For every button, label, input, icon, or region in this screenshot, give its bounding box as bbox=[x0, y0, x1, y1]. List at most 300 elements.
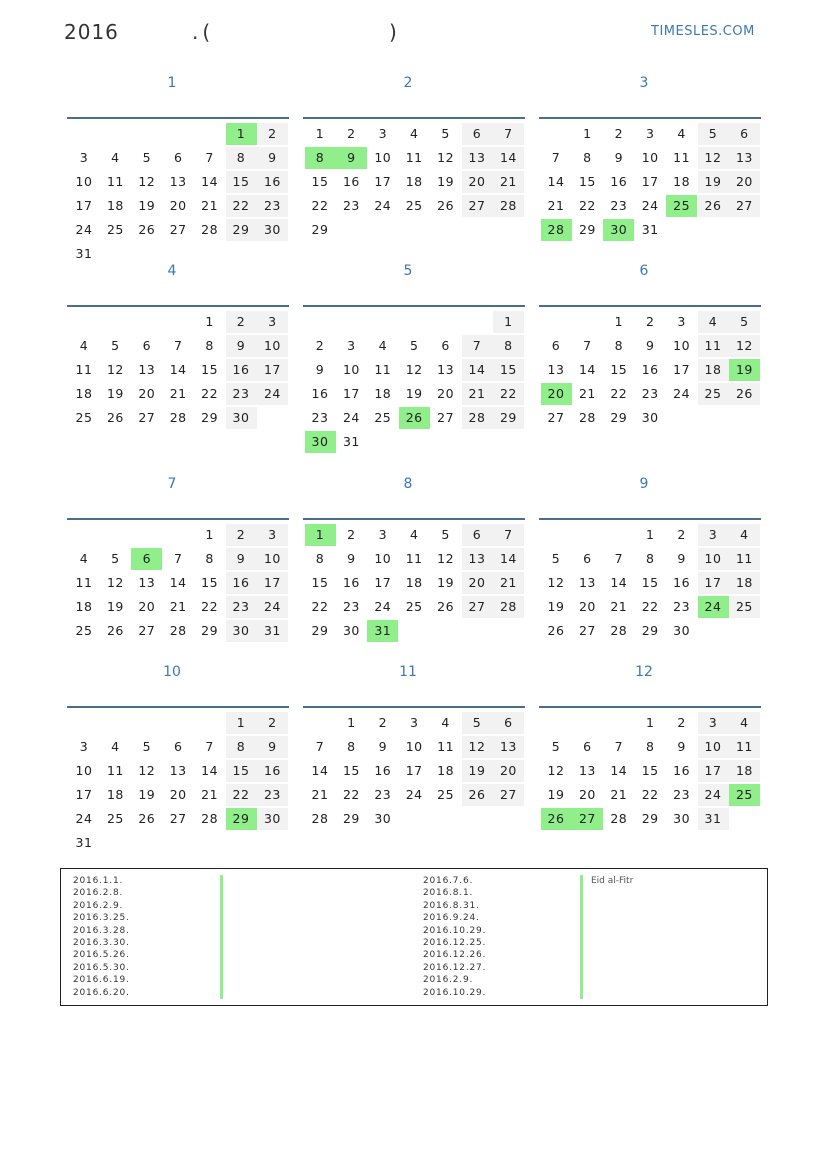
title-separator: .( bbox=[192, 20, 215, 44]
calendar-day: 30 bbox=[374, 811, 392, 826]
calendar-day: 3 bbox=[645, 126, 655, 141]
month-rule bbox=[539, 305, 761, 307]
brand-link[interactable]: TIMESLES.COM bbox=[651, 24, 755, 39]
calendar-day: 2 bbox=[677, 715, 686, 730]
calendar-day: 18 bbox=[75, 599, 93, 614]
calendar-day: 12 bbox=[405, 362, 423, 377]
calendar-day: 19 bbox=[462, 760, 493, 782]
calendar-day: 2 bbox=[315, 338, 325, 353]
calendar-day: 22 bbox=[342, 787, 360, 802]
calendar-day: 8 bbox=[205, 338, 214, 353]
calendar-day: 18 bbox=[405, 174, 423, 189]
calendar-day: 14 bbox=[201, 174, 219, 189]
calendar-day: 19 bbox=[106, 386, 124, 401]
calendar-day: 23 bbox=[342, 599, 360, 614]
calendar-day: 23 bbox=[226, 383, 257, 405]
calendar-day: 28 bbox=[169, 410, 187, 425]
calendar-day: 13 bbox=[138, 575, 156, 590]
calendar-day: 1 bbox=[205, 527, 214, 542]
calendar-day: 21 bbox=[610, 787, 628, 802]
calendar-day: 28 bbox=[201, 811, 219, 826]
calendar-day: 8 bbox=[645, 551, 655, 566]
calendar-day: 3 bbox=[698, 712, 729, 734]
calendar-day: 18 bbox=[673, 174, 691, 189]
calendar-day: 10 bbox=[257, 335, 288, 357]
calendar-day: 21 bbox=[547, 198, 565, 213]
calendar-day: 16 bbox=[257, 171, 288, 193]
calendar-day: 24 bbox=[257, 596, 288, 618]
calendar-day: 26 bbox=[138, 811, 156, 826]
holiday-date: 2016.8.31. bbox=[423, 900, 480, 911]
calendar-day: 21 bbox=[578, 386, 596, 401]
calendar-day: 16 bbox=[226, 572, 257, 594]
calendar-day: 7 bbox=[173, 338, 183, 353]
calendar-day: 18 bbox=[729, 760, 760, 782]
calendar-day: 15 bbox=[493, 359, 524, 381]
calendar-day: 15 bbox=[226, 171, 257, 193]
calendar-day: 24 bbox=[75, 811, 93, 826]
calendar-day: 12 bbox=[138, 763, 156, 778]
month-title: 6 bbox=[639, 263, 649, 279]
month-title: 8 bbox=[403, 476, 413, 492]
holiday-date: 2016.3.25. bbox=[73, 913, 130, 924]
calendar-day: 6 bbox=[583, 739, 592, 754]
calendar-day: 16 bbox=[342, 174, 360, 189]
calendar-day: 21 bbox=[493, 572, 524, 594]
calendar-day: 30 bbox=[641, 410, 659, 425]
calendar-day: 1 bbox=[645, 527, 655, 542]
calendar-day: 15 bbox=[641, 763, 659, 778]
calendar-day: 12 bbox=[138, 174, 156, 189]
calendar-day: 13 bbox=[493, 736, 524, 758]
holiday-date: 2016.3.30. bbox=[73, 938, 130, 949]
calendar-day: 3 bbox=[347, 338, 356, 353]
calendar-day: 25 bbox=[437, 787, 455, 802]
holiday-date: 2016.10.29. bbox=[423, 987, 487, 998]
calendar-day: 17 bbox=[257, 359, 288, 381]
calendar-day: 31 bbox=[75, 835, 93, 850]
calendar-day: 12 bbox=[729, 335, 760, 357]
calendar-day: 29 bbox=[578, 222, 596, 237]
holiday-date: 2016.5.26. bbox=[73, 950, 130, 961]
calendar-day: 21 bbox=[201, 787, 219, 802]
calendar-day: 27 bbox=[493, 784, 524, 806]
calendar-day: 11 bbox=[698, 335, 729, 357]
calendar-day: 24 bbox=[698, 784, 729, 806]
holiday-day: 30 bbox=[603, 219, 634, 241]
calendar-day: 20 bbox=[169, 787, 187, 802]
calendar-day: 6 bbox=[142, 338, 152, 353]
calendar-day: 20 bbox=[578, 599, 596, 614]
calendar-day: 31 bbox=[641, 222, 659, 237]
calendar-day: 21 bbox=[201, 198, 219, 213]
calendar-day: 27 bbox=[462, 596, 493, 618]
calendar-day: 1 bbox=[347, 715, 356, 730]
calendar-day: 9 bbox=[257, 147, 288, 169]
calendar-day: 15 bbox=[311, 575, 329, 590]
calendar-day: 25 bbox=[106, 222, 124, 237]
calendar-day: 25 bbox=[698, 383, 729, 405]
calendar-day: 9 bbox=[677, 551, 686, 566]
calendar-day: 29 bbox=[641, 623, 659, 638]
calendar-day: 14 bbox=[610, 575, 628, 590]
calendar-day: 26 bbox=[106, 410, 124, 425]
calendar-day: 22 bbox=[610, 386, 628, 401]
calendar-day: 16 bbox=[374, 763, 392, 778]
calendar-day: 17 bbox=[374, 575, 392, 590]
month-title: 12 bbox=[635, 664, 653, 680]
calendar-day: 13 bbox=[169, 763, 187, 778]
holiday-day: 29 bbox=[226, 808, 257, 830]
calendar-day: 23 bbox=[610, 198, 628, 213]
calendar-day: 18 bbox=[106, 787, 124, 802]
calendar-day: 5 bbox=[698, 123, 729, 145]
calendar-day: 5 bbox=[441, 126, 450, 141]
calendar-day: 26 bbox=[437, 198, 455, 213]
holiday-color-bar-right bbox=[580, 875, 583, 999]
calendar-day: 1 bbox=[614, 314, 624, 329]
calendar-day: 9 bbox=[677, 739, 686, 754]
calendar-day: 12 bbox=[437, 551, 455, 566]
month-rule bbox=[67, 518, 289, 520]
calendar-day: 27 bbox=[138, 623, 156, 638]
calendar-day: 24 bbox=[405, 787, 423, 802]
calendar-day: 14 bbox=[169, 575, 187, 590]
calendar-day: 7 bbox=[205, 739, 214, 754]
calendar-day: 27 bbox=[169, 811, 187, 826]
calendar-day: 11 bbox=[729, 736, 760, 758]
holiday-date: 2016.6.19. bbox=[73, 975, 130, 986]
calendar-day: 15 bbox=[610, 362, 628, 377]
calendar-day: 9 bbox=[347, 551, 356, 566]
holiday-dates-left bbox=[73, 875, 130, 999]
calendar-day: 28 bbox=[578, 410, 596, 425]
calendar-day: 2 bbox=[226, 524, 257, 546]
month-rule bbox=[67, 706, 289, 708]
calendar-day: 8 bbox=[493, 335, 524, 357]
calendar-day: 8 bbox=[315, 551, 325, 566]
calendar-day: 9 bbox=[315, 362, 325, 377]
calendar-day: 11 bbox=[106, 174, 124, 189]
calendar-day: 22 bbox=[201, 386, 219, 401]
calendar-day: 6 bbox=[441, 338, 450, 353]
holiday-day: 26 bbox=[399, 407, 430, 429]
calendar-day: 20 bbox=[729, 171, 760, 193]
calendar-day: 17 bbox=[673, 362, 691, 377]
calendar-day: 24 bbox=[374, 599, 392, 614]
calendar-day: 26 bbox=[547, 623, 565, 638]
title-close-paren: ) bbox=[389, 20, 397, 44]
calendar-day: 28 bbox=[311, 811, 329, 826]
calendar-day: 23 bbox=[257, 195, 288, 217]
calendar-day: 25 bbox=[405, 599, 423, 614]
calendar-day: 28 bbox=[201, 222, 219, 237]
calendar-day: 22 bbox=[578, 198, 596, 213]
calendar-day: 11 bbox=[374, 362, 392, 377]
calendar-day: 20 bbox=[462, 171, 493, 193]
calendar-day: 23 bbox=[342, 198, 360, 213]
calendar-day: 28 bbox=[610, 811, 628, 826]
calendar-day: 5 bbox=[142, 150, 152, 165]
calendar-day: 11 bbox=[75, 362, 93, 377]
calendar-day: 7 bbox=[462, 335, 493, 357]
calendar-day: 9 bbox=[257, 736, 288, 758]
calendar-day: 16 bbox=[610, 174, 628, 189]
month-rule bbox=[539, 518, 761, 520]
calendar-day: 4 bbox=[698, 311, 729, 333]
calendar-day: 17 bbox=[342, 386, 360, 401]
calendar-day: 6 bbox=[493, 712, 524, 734]
calendar-day: 14 bbox=[169, 362, 187, 377]
calendar-day: 12 bbox=[547, 763, 565, 778]
calendar-day: 13 bbox=[578, 763, 596, 778]
calendar-day: 15 bbox=[226, 760, 257, 782]
holiday-color-bar-left bbox=[220, 875, 223, 999]
calendar-day: 3 bbox=[378, 126, 388, 141]
calendar-day: 6 bbox=[173, 739, 183, 754]
calendar-day: 7 bbox=[205, 150, 214, 165]
calendar-day: 23 bbox=[673, 599, 691, 614]
calendar-day: 11 bbox=[75, 575, 93, 590]
month-title: 11 bbox=[399, 664, 417, 680]
calendar-day: 6 bbox=[462, 524, 493, 546]
calendar-day: 7 bbox=[493, 524, 524, 546]
holiday-date: 2016.7.6. bbox=[423, 876, 474, 886]
calendar-day: 10 bbox=[673, 338, 691, 353]
holiday-day: 9 bbox=[336, 147, 367, 169]
calendar-day: 9 bbox=[378, 739, 388, 754]
holiday-day: 30 bbox=[305, 431, 336, 453]
holiday-date: 2016.10.29. bbox=[423, 925, 487, 936]
calendar-day: 20 bbox=[578, 787, 596, 802]
calendar-day: 30 bbox=[673, 811, 691, 826]
calendar-day: 15 bbox=[342, 763, 360, 778]
calendar-day: 12 bbox=[547, 575, 565, 590]
calendar-day: 10 bbox=[75, 763, 93, 778]
calendar-day: 27 bbox=[138, 410, 156, 425]
calendar-day: 19 bbox=[547, 599, 565, 614]
calendar-day: 5 bbox=[462, 712, 493, 734]
calendar-day: 27 bbox=[437, 410, 455, 425]
calendar-day: 19 bbox=[138, 198, 156, 213]
holiday-day: 8 bbox=[305, 147, 336, 169]
calendar-day: 18 bbox=[106, 198, 124, 213]
calendar-day: 16 bbox=[673, 763, 691, 778]
calendar-day: 29 bbox=[201, 623, 219, 638]
calendar-day: 30 bbox=[257, 219, 288, 241]
calendar-day: 5 bbox=[441, 527, 450, 542]
calendar-day: 27 bbox=[578, 623, 596, 638]
calendar-day: 8 bbox=[645, 739, 655, 754]
calendar-day: 13 bbox=[169, 174, 187, 189]
calendar-day: 30 bbox=[226, 620, 257, 642]
calendar-day: 4 bbox=[111, 739, 120, 754]
calendar-day: 31 bbox=[75, 246, 93, 261]
calendar-day: 22 bbox=[226, 195, 257, 217]
month-rule bbox=[67, 117, 289, 119]
month-title: 10 bbox=[163, 664, 181, 680]
calendar-day: 20 bbox=[138, 386, 156, 401]
holiday-date: 2016.2.9. bbox=[73, 900, 124, 911]
calendar-day: 31 bbox=[698, 808, 729, 830]
calendar-day: 27 bbox=[462, 195, 493, 217]
calendar-day: 23 bbox=[311, 410, 329, 425]
calendar-day: 25 bbox=[75, 410, 93, 425]
calendar-day: 30 bbox=[673, 623, 691, 638]
calendar-day: 4 bbox=[378, 338, 388, 353]
calendar-day: 29 bbox=[311, 222, 329, 237]
calendar-day: 12 bbox=[462, 736, 493, 758]
calendar-day: 13 bbox=[138, 362, 156, 377]
calendar-day: 15 bbox=[201, 575, 219, 590]
calendar-day: 2 bbox=[226, 311, 257, 333]
month-rule bbox=[539, 706, 761, 708]
calendar-day: 31 bbox=[257, 620, 288, 642]
calendar-day: 15 bbox=[641, 575, 659, 590]
calendar-day: 23 bbox=[257, 784, 288, 806]
calendar-day: 30 bbox=[342, 623, 360, 638]
holiday-day: 25 bbox=[729, 784, 760, 806]
calendar-day: 23 bbox=[641, 386, 659, 401]
holiday-day: 26 bbox=[541, 808, 572, 830]
calendar-day: 10 bbox=[374, 551, 392, 566]
calendar-day: 22 bbox=[641, 787, 659, 802]
calendar-day: 13 bbox=[578, 575, 596, 590]
calendar-day: 27 bbox=[729, 195, 760, 217]
calendar-day: 3 bbox=[677, 314, 686, 329]
calendar-day: 24 bbox=[75, 222, 93, 237]
calendar-day: 22 bbox=[226, 784, 257, 806]
month-rule bbox=[303, 305, 525, 307]
calendar-day: 20 bbox=[138, 599, 156, 614]
calendar-day: 11 bbox=[405, 551, 423, 566]
calendar-day: 28 bbox=[462, 407, 493, 429]
calendar-day: 4 bbox=[409, 527, 419, 542]
calendar-day: 12 bbox=[106, 575, 124, 590]
calendar-day: 28 bbox=[610, 623, 628, 638]
holiday-date: 2016.6.20. bbox=[73, 987, 130, 998]
calendar-day: 7 bbox=[614, 551, 624, 566]
calendar-day: 13 bbox=[462, 548, 493, 570]
calendar-day: 2 bbox=[257, 123, 288, 145]
calendar-day: 21 bbox=[610, 599, 628, 614]
calendar-day: 13 bbox=[547, 362, 565, 377]
calendar-day: 14 bbox=[493, 147, 524, 169]
calendar-day: 1 bbox=[583, 126, 592, 141]
calendar-day: 11 bbox=[729, 548, 760, 570]
calendar-day: 18 bbox=[374, 386, 392, 401]
calendar-day: 20 bbox=[493, 760, 524, 782]
calendar-day: 19 bbox=[437, 174, 455, 189]
calendar-day: 12 bbox=[106, 362, 124, 377]
calendar-day: 5 bbox=[142, 739, 152, 754]
calendar-day: 2 bbox=[677, 527, 686, 542]
calendar-day: 14 bbox=[493, 548, 524, 570]
calendar-day: 29 bbox=[610, 410, 628, 425]
holiday-day: 19 bbox=[729, 359, 760, 381]
calendar-day: 10 bbox=[374, 150, 392, 165]
calendar-day: 25 bbox=[729, 596, 760, 618]
calendar-day: 7 bbox=[173, 551, 183, 566]
calendar-day: 21 bbox=[462, 383, 493, 405]
calendar-day: 6 bbox=[551, 338, 561, 353]
calendar-day: 11 bbox=[673, 150, 691, 165]
calendar-day: 2 bbox=[347, 527, 356, 542]
holiday-date: 2016.9.24. bbox=[423, 913, 480, 924]
calendar-day: 2 bbox=[614, 126, 624, 141]
calendar-day: 10 bbox=[75, 174, 93, 189]
calendar-day: 8 bbox=[226, 736, 257, 758]
calendar-day: 4 bbox=[111, 150, 120, 165]
calendar-day: 10 bbox=[342, 362, 360, 377]
calendar-day: 22 bbox=[641, 599, 659, 614]
calendar-day: 11 bbox=[106, 763, 124, 778]
holiday-date: 2016.1.1. bbox=[73, 876, 124, 886]
calendar-day: 1 bbox=[315, 126, 325, 141]
calendar-day: 16 bbox=[641, 362, 659, 377]
calendar-day: 27 bbox=[169, 222, 187, 237]
holiday-date: 2016.2.9. bbox=[423, 975, 474, 986]
calendar-day: 21 bbox=[169, 386, 187, 401]
calendar-day: 4 bbox=[729, 524, 760, 546]
calendar-day: 25 bbox=[405, 198, 423, 213]
holiday-day: 31 bbox=[367, 620, 398, 642]
holiday-day: 20 bbox=[541, 383, 572, 405]
calendar-day: 6 bbox=[729, 123, 760, 145]
calendar-day: 8 bbox=[583, 150, 592, 165]
calendar-day: 26 bbox=[729, 383, 760, 405]
calendar-day: 21 bbox=[169, 599, 187, 614]
calendar-day: 13 bbox=[729, 147, 760, 169]
holiday-date: 2016.2.8. bbox=[73, 888, 124, 899]
holiday-date: 2016.5.30. bbox=[73, 962, 130, 973]
calendar-day: 19 bbox=[106, 599, 124, 614]
calendar-day: 7 bbox=[551, 150, 561, 165]
month-title: 5 bbox=[403, 263, 413, 279]
calendar-day: 26 bbox=[106, 623, 124, 638]
calendar-day: 5 bbox=[111, 551, 120, 566]
calendar-day: 15 bbox=[311, 174, 329, 189]
calendar-day: 10 bbox=[698, 548, 729, 570]
calendar-day: 3 bbox=[257, 524, 288, 546]
calendar-day: 3 bbox=[79, 150, 89, 165]
calendar-day: 6 bbox=[583, 551, 592, 566]
calendar-day: 27 bbox=[547, 410, 565, 425]
calendar-day: 16 bbox=[673, 575, 691, 590]
calendar-day: 15 bbox=[578, 174, 596, 189]
calendar-day: 22 bbox=[201, 599, 219, 614]
year-title: 2016 bbox=[64, 20, 119, 44]
calendar-day: 5 bbox=[409, 338, 419, 353]
calendar-day: 14 bbox=[462, 359, 493, 381]
calendar-day: 20 bbox=[437, 386, 455, 401]
calendar-day: 2 bbox=[645, 314, 655, 329]
calendar-day: 2 bbox=[347, 126, 356, 141]
calendar-day: 5 bbox=[551, 551, 561, 566]
month-title: 3 bbox=[639, 75, 649, 91]
calendar-day: 1 bbox=[226, 712, 257, 734]
calendar-day: 15 bbox=[201, 362, 219, 377]
calendar-day: 21 bbox=[311, 787, 329, 802]
calendar-day: 3 bbox=[698, 524, 729, 546]
calendar-day: 5 bbox=[729, 311, 760, 333]
holiday-day: 6 bbox=[131, 548, 162, 570]
calendar-day: 6 bbox=[462, 123, 493, 145]
calendar-day: 24 bbox=[342, 410, 360, 425]
holiday-day: 28 bbox=[541, 219, 572, 241]
holiday-date: 2016.3.28. bbox=[73, 925, 130, 936]
holiday-date: 2016.12.26. bbox=[423, 950, 487, 961]
